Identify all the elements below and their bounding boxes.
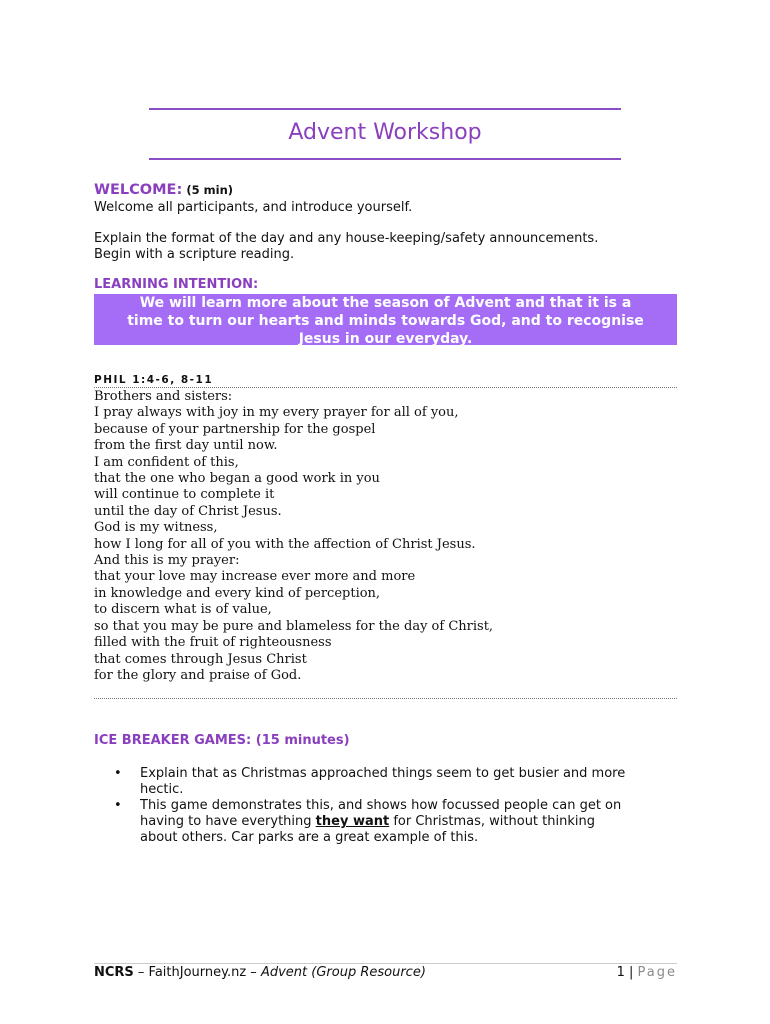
bullet-icon: • (114, 798, 122, 813)
page-footer (94, 965, 677, 981)
welcome-text-2: Explain the format of the day and any house-keeping/safety announcements. (94, 231, 599, 246)
emphasis-text: they want (315, 814, 390, 829)
scripture-line: Brothers and sisters: (94, 389, 233, 404)
welcome-heading: WELCOME: (94, 182, 183, 198)
list-item-text: having to have everything (140, 814, 316, 829)
page-title: Advent Workshop (288, 120, 482, 145)
footer-left (94, 965, 426, 980)
scripture-line: how I long for all of you with the affection of Christ Jesus. (94, 536, 476, 552)
list-item-line: about others. Car parks are a great example of this. (140, 830, 479, 845)
bullet-icon: • (114, 766, 122, 781)
learning-intention-line-1: We will learn more about the season of Advent and that it is a (139, 295, 632, 311)
welcome-text-1: Welcome all participants, and introduce yourself. (94, 200, 413, 215)
learning-intention-heading: LEARNING INTENTION: (94, 277, 259, 292)
scripture-line: And this is my prayer: (94, 553, 240, 569)
scripture-text (94, 389, 677, 684)
list-item-line: This game demonstrates this, and shows how focussed people can get on (140, 798, 622, 813)
welcome-heading-row (94, 182, 678, 199)
scripture-line: in knowledge and every kind of perception, (94, 585, 381, 601)
welcome-text-3: Begin with a scripture reading. (94, 247, 295, 262)
scripture-line: that comes through Jesus Christ (94, 651, 307, 667)
footer-org: NCRS (94, 965, 134, 980)
learning-intention-line-2: time to turn our hearts and minds towards God, and to recognise (127, 313, 644, 329)
scripture-line: for the glory and praise of God. (94, 667, 302, 683)
scripture-line: to discern what is of value, (94, 602, 272, 618)
footer-rule (94, 963, 677, 964)
list-item-line: Explain that as Christmas approached things seem to get busier and more (140, 766, 626, 781)
scripture-bottom-rule (94, 698, 677, 699)
list-item-text: for Christmas, without thinking (389, 814, 595, 829)
scripture-line: will continue to complete it (94, 487, 275, 503)
scripture-line: filled with the fruit of righteousness (94, 635, 332, 651)
list-item-line (140, 814, 678, 830)
scripture-line: from the first day until now. (94, 438, 278, 454)
list-item (94, 798, 678, 846)
ice-breaker-heading: ICE BREAKER GAMES: (15 minutes) (94, 733, 350, 748)
footer-site: – FaithJourney.nz – (133, 965, 261, 980)
scripture-line: because of your partnership for the gospel (94, 421, 376, 437)
footer-doc-title: Advent (Group Resource) (260, 965, 426, 980)
learning-intention-box (94, 294, 677, 345)
footer-page-number (617, 965, 677, 981)
list-item (94, 766, 678, 798)
scripture-line: that your love may increase ever more and more (94, 569, 416, 585)
scripture-line: until the day of Christ Jesus. (94, 503, 282, 519)
scripture-line: I am confident of this, (94, 454, 239, 470)
scripture-line: I pray always with joy in my every prayer for all of you, (94, 405, 459, 421)
list-item-line: hectic. (140, 782, 184, 797)
page-number: 1 (616, 965, 625, 980)
welcome-duration: (5 min) (186, 183, 234, 197)
scripture-line: that the one who began a good work in you (94, 471, 380, 487)
scripture-reference: PHIL 1:4-6, 8-11 (94, 374, 677, 388)
title-top-rule (149, 108, 621, 110)
page-label: Page (637, 965, 677, 980)
learning-intention-line-3: Jesus in our everyday. (298, 331, 473, 347)
scripture-line: so that you may be pure and blameless for the day of Christ, (94, 618, 494, 634)
ice-breaker-list (94, 766, 678, 846)
page-separator: | (624, 965, 638, 980)
title-bottom-rule (149, 158, 621, 160)
scripture-line: God is my witness, (94, 520, 218, 536)
